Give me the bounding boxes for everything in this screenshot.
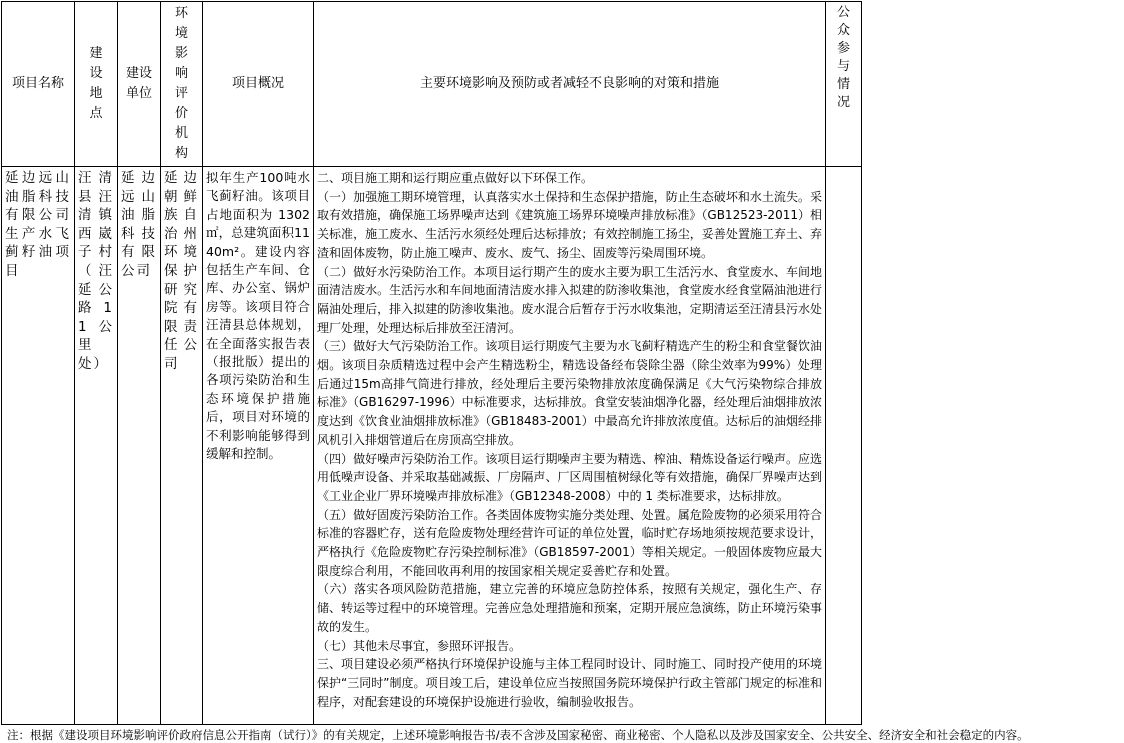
- measures-paragraph: 三、项目建设必须严格执行环境保护设施与主体工程同时设计、同时施工、同时投产使用的环境保护“三同时”制度。项目竣工后，建设单位应当按照国务院环境保护行政主管部门规定的标准和程序，对配套建设的环境保护设施进行验收，编制验收报告。: [317, 657, 822, 709]
- project-name-cell: 延边远山油脂科技有限公司生产水飞蓟籽油项目: [2, 167, 75, 725]
- measures-paragraph: （三）做好大气污染防治工作。该项目运行期废气主要为水飞蓟籽精选产生的粉尘和食堂餐饮油烟。该项目杂质精选过程中会产生精选粉尘，精选设备经布袋除尘器（除尘效率为99%）处理后通过15m高排气筒进行排放，经处理后主要污染物排放浓度确保满足《大气污染物综合排放标准》（GB16297-1996）中标准要求，达标排放。食堂安装油烟净化器，经处理后油烟排放浓度达到《饮食业油烟排放标准》（GB18483-2001）中最高允许排放浓度值。达标后的油烟经排风机引入排烟管道后在房顶高空排放。: [317, 339, 822, 447]
- header-overview: 项目概况: [203, 2, 314, 167]
- header-location: 建设地点: [75, 2, 118, 167]
- measures-paragraph: （七）其他未尽事宜，参照环评报告。: [317, 638, 522, 653]
- location-cell: 汪清县汪清镇西崴子村（汪延公路11公里处）: [75, 167, 118, 725]
- header-builder: 建设单位: [118, 2, 161, 167]
- header-row: [2, 2, 862, 167]
- header-public-participation: 公众参与情况: [826, 2, 862, 167]
- measures-paragraph: 二、项目施工期和运行期应重点做好以下环保工作。: [317, 171, 594, 185]
- measures-paragraph: （五）做好固废污染防治工作。各类固体废物实施分类处理、处置。属危险废物的必须采用符合标准的容器贮存，送有危险废物处理经营许可证的单位处置，临时贮存场地须按规范要求设计，严格执行《危险废物贮存污染控制标准》（GB18597-2001）等相关规定。一般固体废物应最大限度综合利用，不能回收再利用的按国家相关规定妥善贮存和处置。: [317, 507, 822, 578]
- measures-cell: [314, 167, 826, 725]
- table-row: [2, 167, 862, 725]
- measures-paragraph: （六）落实各项风险防范措施，建立完善的环境应急防控体系，按照有关规定，强化生产、存储、转运等过程中的环境管理。完善应急处理措施和预案，定期开展应急演练，防止环境污染事故的发生。: [317, 582, 822, 634]
- measures-paragraph: （一）加强施工期环境管理，认真落实水土保持和生态保护措施，防止生态破坏和水土流失。采取有效措施，确保施工场界噪声达到《建筑施工场界环境噪声排放标准》（GB12523-2011）相关标准，施工废水、生活污水须经处理后达标排放；有效控制施工扬尘，妥善处置施工弃土、弃渣和固体废物，防止施工噪声、废水、废气、扬尘、固废等污染周围环境。: [317, 189, 822, 260]
- public-participation-cell: [826, 167, 862, 725]
- header-measures: 主要环境影响及预防或者减轻不良影响的对策和措施: [314, 2, 826, 167]
- footnote: 注：根据《建设项目环境影响评价政府信息公开指南（试行）》的有关规定，上述环境影响报告书/表不含涉及国家秘密、商业秘密、个人隐私以及涉及国家安全、公共安全、经济安全和社会稳定的内容。: [7, 728, 1029, 742]
- eia-agency-cell: 延边朝鲜族自治州环境保护研究院有限责任公司: [161, 167, 203, 725]
- overview-cell: 拟年生产100吨水飞蓟籽油。该项目占地面积为 1302㎡，总建筑面积1140m²。建设内容包括生产车间、仓库、办公室、锅炉房等。该项目符合汪清县总体规划，在全面落实报告表（报批版）提出的各项污染防治和生态环境保护措施后，项目对环境的不利影响能够得到缓解和控制。: [203, 167, 314, 725]
- header-eia-agency: 环境影响评价机构: [161, 2, 203, 167]
- header-project-name: 项目名称: [2, 2, 75, 167]
- builder-cell: 延边远山油脂科技有限公司: [118, 167, 161, 725]
- measures-paragraph: （二）做好水污染防治工作。本项目运行期产生的废水主要为职工生活污水、食堂废水、车间地面清洁废水。生活污水和车间地面清洁废水排入拟建的防渗收集池，食堂废水经食堂隔油池进行隔油处理后，排入拟建的防渗收集池。废水混合后暂存于污水收集池，定期清运至汪清县污水处理厂处理，处理达标后排放至汪清河。: [317, 264, 822, 335]
- eia-approval-table: [1, 1, 862, 725]
- measures-paragraph: （四）做好噪声污染防治工作。该项目运行期噪声主要为精选、榨油、精炼设备运行噪声。应选用低噪声设备、并采取基础减振、厂房隔声、厂区周围植树绿化等有效措施，确保厂界噪声达到《工业企业厂界环境噪声排放标准》（GB12348-2008）中的 1 类标准要求，达标排放。: [317, 451, 822, 503]
